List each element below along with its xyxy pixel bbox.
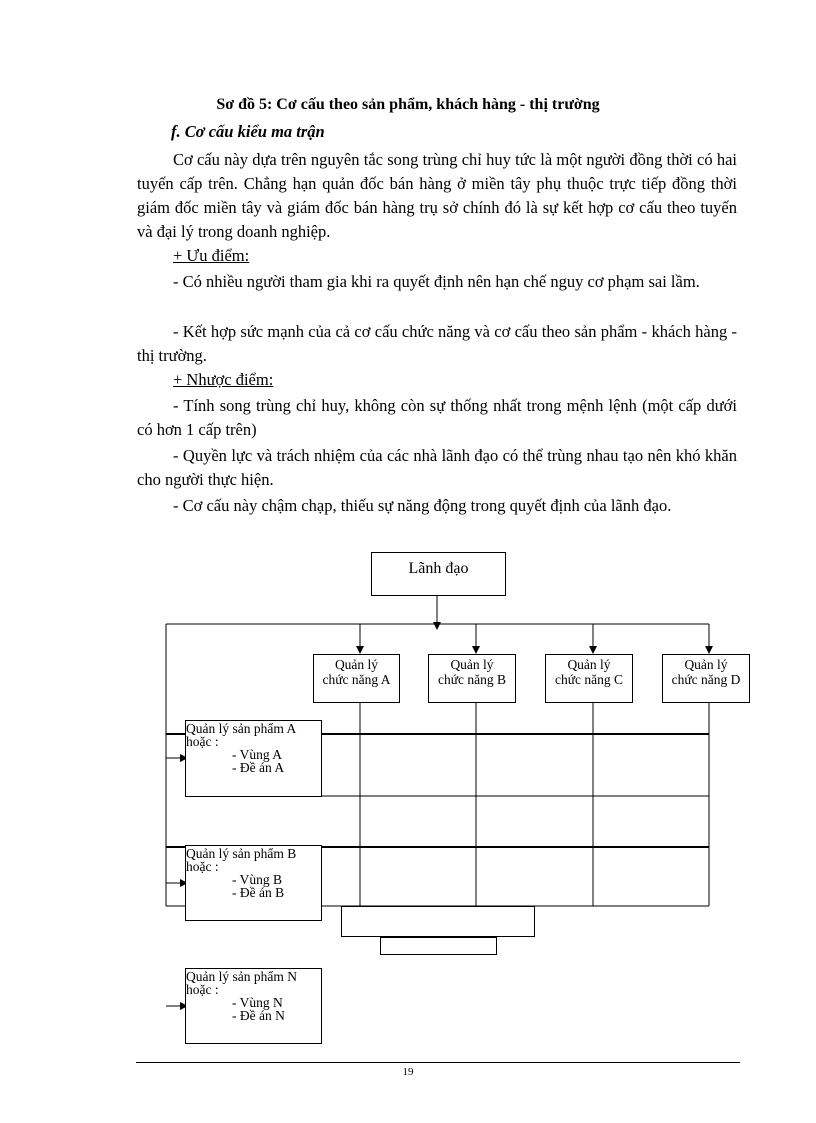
advantage-2: - Kết hợp sức mạnh của cả cơ cấu chức năng và cơ cấu theo sản phẩm - khách hàng - thị trường. [137, 322, 737, 365]
disadvantages-label: + Nhược điểm: [173, 370, 274, 389]
product-a-project: - Đề án A [232, 760, 285, 775]
disadvantage-2: - Quyền lực và trách nhiệm của các nhà lãnh đạo có thể trùng nhau tạo nên khó khăn cho người thực hiện. [137, 446, 737, 489]
function-a-line1: Quản lý [334, 657, 379, 672]
product-n-or: hoặc : [186, 982, 219, 997]
product-b-project: - Đề án B [232, 885, 285, 900]
product-n-title: Quản lý sản phẩm N [186, 969, 297, 984]
empty-box-wide [341, 906, 535, 937]
function-d-line1: Quản lý [684, 657, 728, 672]
product-n-project: - Đề án N [232, 1008, 285, 1023]
leader-box: Lãnh đạo [371, 552, 506, 596]
product-b-region: - Vùng B [232, 872, 283, 887]
function-box-d [662, 654, 750, 703]
section-heading: f. Cơ cấu kiểu ma trận [171, 122, 325, 141]
function-box-a [313, 654, 400, 703]
function-box-b [428, 654, 516, 703]
product-b-or: hoặc : [186, 859, 219, 874]
function-box-c [545, 654, 633, 703]
advantages-label: + Ưu điểm: [173, 246, 250, 265]
product-b-title: Quản lý sản phẩm B [186, 846, 297, 861]
disadvantage-3: - Cơ cấu này chậm chạp, thiếu sự năng động trong quyết định của lãnh đạo. [173, 496, 672, 515]
function-a-line2: chức năng A [322, 672, 391, 687]
figure-caption: Sơ đồ 5: Cơ cấu theo sản phẩm, khách hàng - thị trường [216, 96, 600, 113]
product-a-region: - Vùng A [232, 747, 283, 762]
page-number: 19 [402, 1066, 414, 1078]
product-box-b [185, 845, 322, 921]
function-d-line2: chức năng D [671, 672, 741, 687]
product-box-n [185, 968, 322, 1044]
function-b-line2: chức năng B [437, 672, 507, 687]
product-n-region: - Vùng N [232, 995, 283, 1010]
footer-divider [136, 1062, 740, 1063]
product-a-title: Quản lý sản phẩm A [186, 721, 297, 736]
product-box-a [185, 720, 322, 797]
function-c-line2: chức năng C [554, 672, 624, 687]
disadvantage-1: - Tính song trùng chỉ huy, không còn sự thống nhất trong mệnh lệnh (một cấp dưới có hơn 1 cấp trên) [137, 396, 737, 439]
product-a-or: hoặc : [186, 734, 219, 749]
empty-box-narrow [380, 937, 497, 955]
advantage-1: - Có nhiều người tham gia khi ra quyết định nên hạn chế nguy cơ phạm sai lầm. [173, 272, 700, 291]
function-b-line1: Quản lý [450, 657, 494, 672]
function-c-line1: Quản lý [567, 657, 611, 672]
intro-paragraph: Cơ cấu này dựa trên nguyên tắc song trùng chỉ huy tức là một người đồng thời có hai tuyến cấp trên. Chẳng hạn quản đốc bán hàng ở miền tây phụ thuộc trực tiếp đồng thời giám đốc miền tây và giám đốc bán hàng trụ sở chính đó là sự kết hợp cơ cấu theo tuyến và đại lý trong doanh nghiệp. [137, 150, 737, 241]
